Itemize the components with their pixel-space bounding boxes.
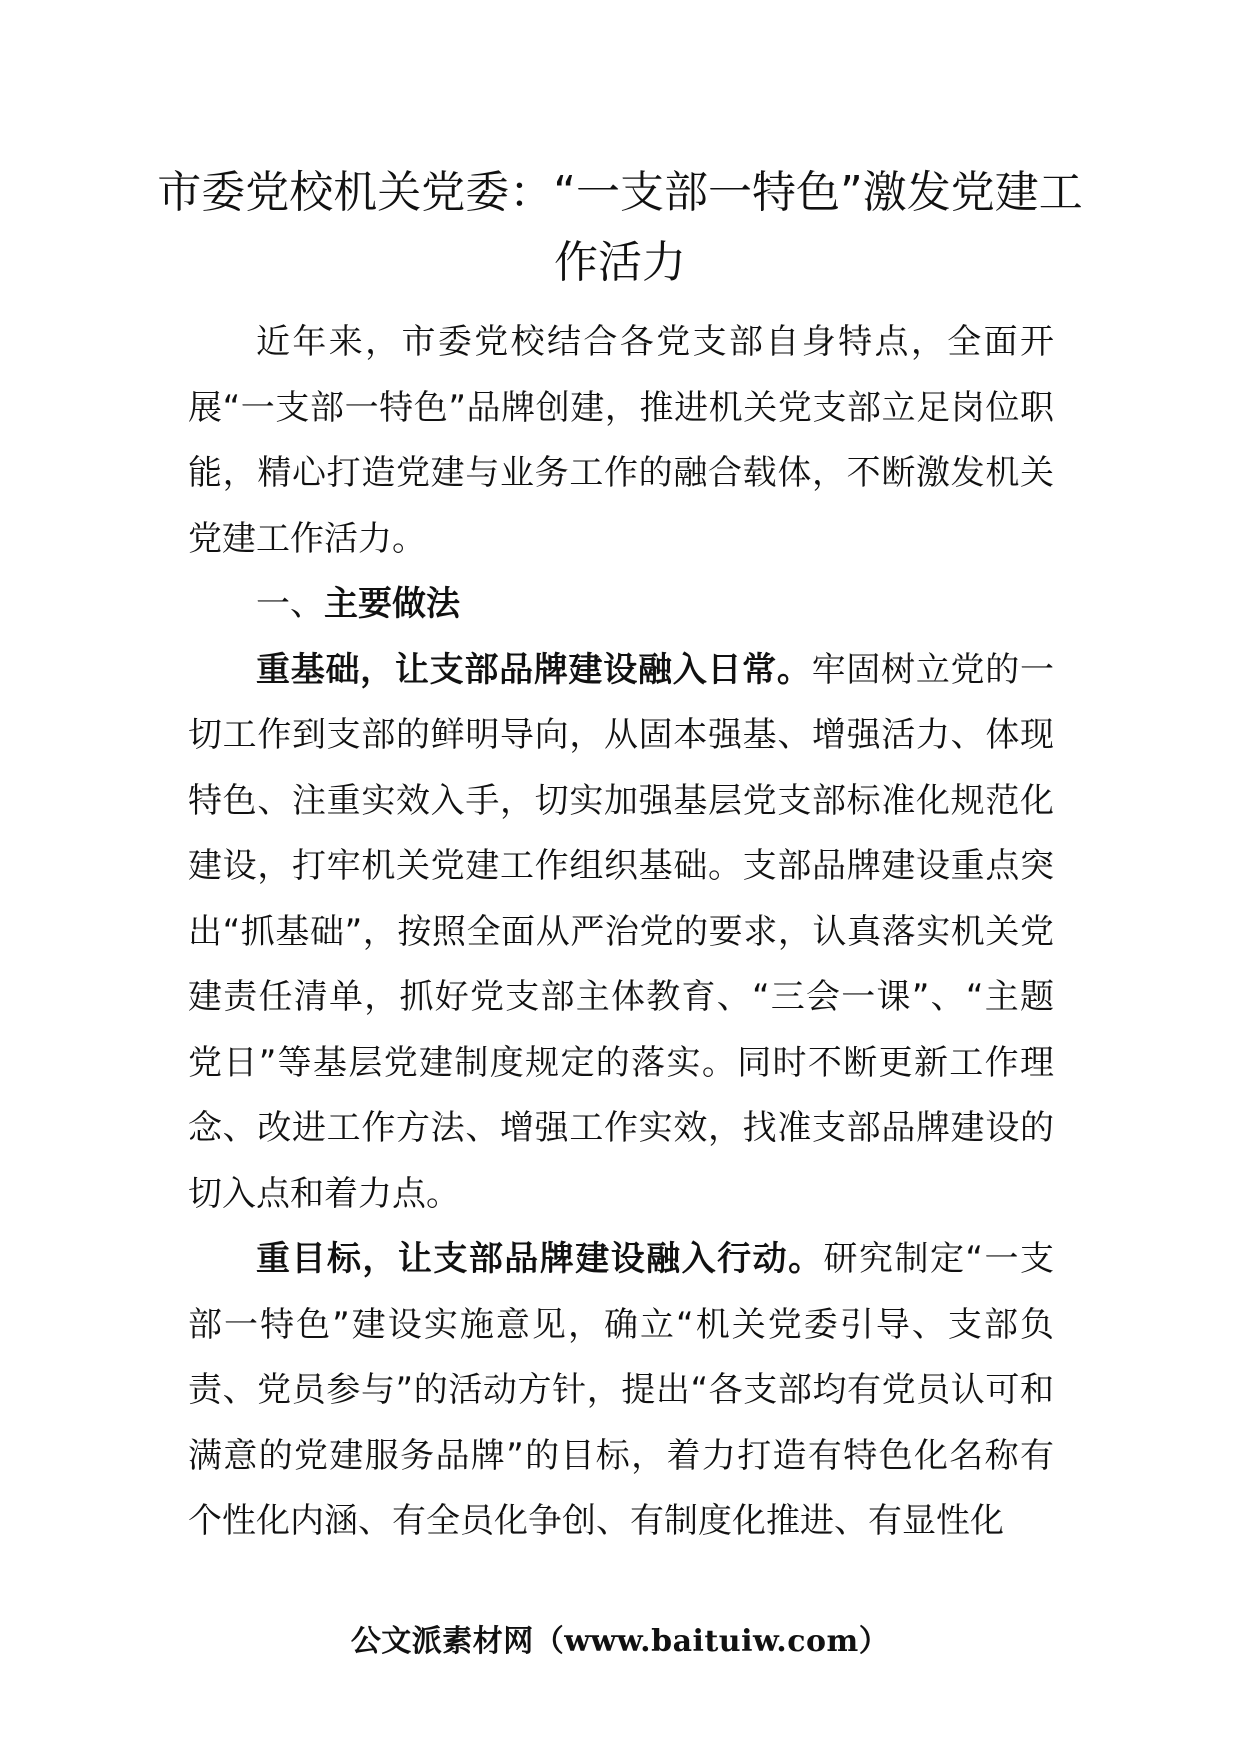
- document-body: [188, 310, 1054, 1555]
- paragraph-text: 牢固树立党的一切工作到支部的鲜明导向，从固本强基、增强活力、体现特色、注重实效入手，切实加强基层党支部标准化规范化建设，打牢机关党建工作组织基础。支部品牌建设重点突出“抓基础”，按照全面从严治党的要求，认真落实机关党建责任清单，抓好党支部主体教育、“三会一课”、“主题党日”等基层党建制度规定的落实。同时不断更新工作理念、改进工作方法、增强工作实效，找准支部品牌建设的切入点和着力点。: [188, 649, 1055, 1214]
- paragraph-lead: 重基础，让支部品牌建设融入日常。: [256, 649, 812, 690]
- paragraph-text: 研究制定“一支部一特色”建设实施意见，确立“机关党委引导、支部负责、党员参与”的活动方针，提出“各支部均有党员认可和满意的党建服务品牌”的目标，着力打造有特色化名称有个性化内涵、有全员化争创、有制度化推进、有显性化: [188, 1239, 1054, 1541]
- paragraph-goal: [188, 1227, 1054, 1555]
- intro-paragraph: 近年来，市委党校结合各党支部自身特点，全面开展“一支部一特色”品牌创建，推进机关党支部立足岗位职能，精心打造党建与业务工作的融合载体，不断激发机关党建工作活力。: [188, 322, 1054, 559]
- section-heading: [188, 572, 1054, 638]
- footer-source: 公文派素材网（www.baituiw.com）: [350, 1624, 890, 1659]
- document-title: 市委党校机关党委：“一支部一特色”激发党建工作活力: [157, 167, 1083, 288]
- paragraph-lead: 重目标，让支部品牌建设融入行动。: [256, 1239, 824, 1279]
- section-title: 主要做法: [324, 584, 460, 624]
- section-number: 一、: [256, 584, 324, 624]
- paragraph-foundation: [188, 638, 1054, 1228]
